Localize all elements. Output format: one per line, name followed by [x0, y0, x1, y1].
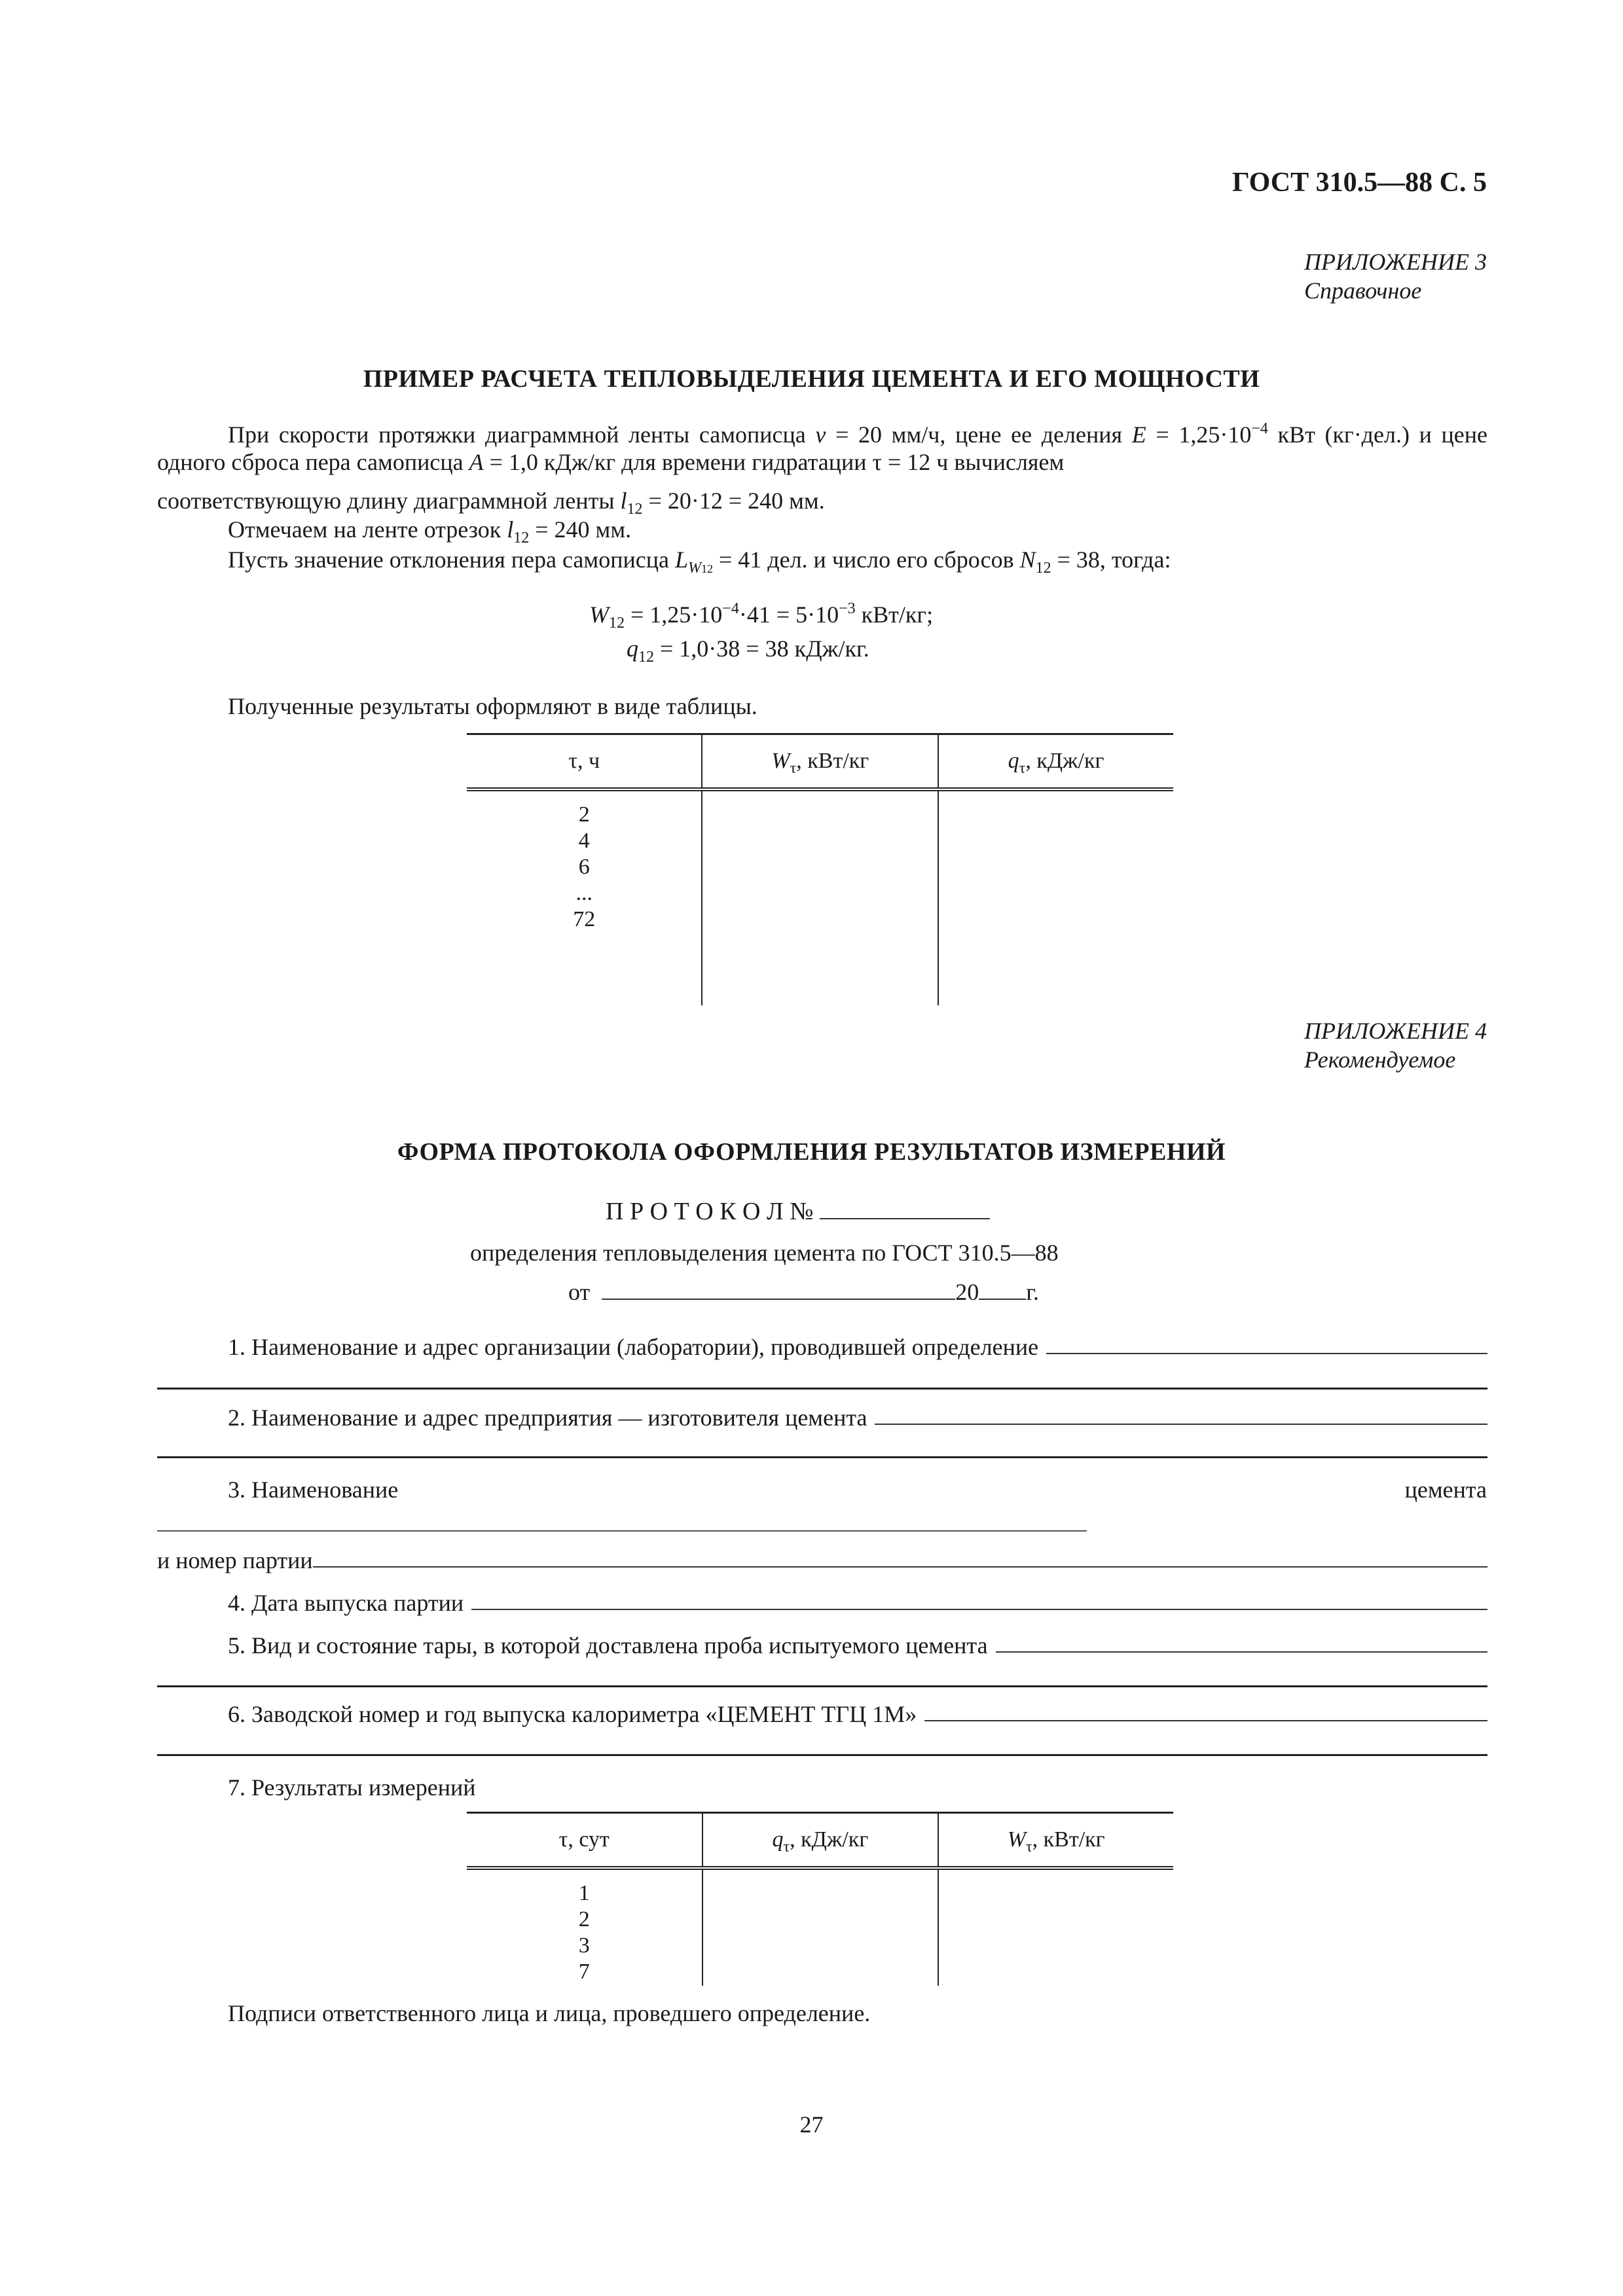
document-header: ГОСТ 310.5—88 С. 5 [1231, 168, 1487, 198]
appendix3-line4: Отмечаем на ленте отрезок $l_{12} = 240$ мм. [228, 516, 632, 547]
appendix4-title: ФОРМА ПРОТОКОЛА ОФОРМЛЕНИЯ РЕЗУЛЬТАТОВ ИЗМЕРЕНИЙ [397, 1138, 1226, 1166]
table-cell: 7 [578, 1960, 590, 1984]
table-cell: 1 [578, 1881, 590, 1905]
divider [157, 1456, 1487, 1458]
w-values-empty [702, 789, 938, 1005]
item-4: 4. Дата выпуска партии [228, 1589, 1487, 1617]
item-1-field[interactable] [1046, 1333, 1487, 1354]
year-field[interactable] [979, 1279, 1026, 1300]
appendix3-kind: Справочное [1304, 278, 1422, 304]
divider [157, 1685, 1487, 1687]
table-cell: 6 [578, 855, 590, 879]
q-values-empty [702, 1868, 939, 1986]
appendix3-label-block [1304, 247, 1487, 305]
signatures-note: Подписи ответственного лица и лица, проведшего определение. [228, 2000, 871, 2026]
date-field[interactable] [602, 1279, 955, 1300]
protocol-heading: П Р О Т О К О Л № [606, 1198, 990, 1225]
item-6: 6. Заводской номер и год выпуска калориметра «ЦЕМЕНТ ТГЦ 1М» [228, 1700, 1487, 1728]
appendix4-label: ПРИЛОЖЕНИЕ 4 [1304, 1018, 1487, 1044]
table-cell: 2 [578, 1907, 590, 1931]
item-2: 2. Наименование и адрес предприятия — изготовителя цемента [228, 1404, 1487, 1431]
w-values-empty [938, 1868, 1173, 1986]
divider [157, 1754, 1487, 1756]
item-5-field[interactable] [996, 1632, 1487, 1653]
appendix3-line5: Пусть значение отклонения пера самописца $L_{W12} = 41$ дел. и число его сбросов $N_{12} = 38$, тогда: [228, 547, 1171, 577]
table-cell: 4 [578, 829, 590, 853]
table-cell: ... [575, 881, 593, 905]
table-cell: 3 [578, 1933, 590, 1958]
item-6-field[interactable] [924, 1700, 1487, 1721]
appendix4-kind: Рекомендуемое [1304, 1047, 1456, 1073]
q-values-empty [938, 789, 1173, 1005]
item-3-label: 3. Наименование [228, 1477, 399, 1503]
results-table-hours [467, 733, 1173, 1005]
appendix3-paragraph: При скорости протяжки диаграммной ленты самописца v = 20 мм/ч, цене ее деления $E = 1,25\cdot 10^{-4}$ кВт (кг·дел.) и цене одного сброса пера самописца A = 1,0 кДж/кг для времени гидратации τ = 12 ч вычисляем [157, 420, 1487, 475]
item-3-suffix: цемента [1404, 1477, 1487, 1503]
equation-q12: $q_{12} = 1,0\cdot 38 = 38$ кДж/кг. [627, 636, 869, 666]
col-tau-days: τ, сут [467, 1813, 702, 1869]
results-note: Полученные результаты оформляют в виде таблицы. [228, 693, 757, 719]
appendix4-label-block [1304, 1016, 1487, 1074]
item-5: 5. Вид и состояние тары, в которой доставлена проба испытуемого цемента [228, 1632, 1487, 1659]
item-3-batch: и номер партии [157, 1547, 1487, 1574]
tau-values [467, 789, 702, 1005]
item-3-field[interactable] [157, 1530, 1087, 1532]
item-2-field[interactable] [875, 1404, 1487, 1425]
col-tau-hours: τ, ч [467, 734, 702, 790]
appendix3-label: ПРИЛОЖЕНИЕ 3 [1304, 249, 1487, 275]
appendix3-title: ПРИМЕР РАСЧЕТА ТЕПЛОВЫДЕЛЕНИЯ ЦЕМЕНТА И ЕГО МОЩНОСТИ [363, 365, 1260, 393]
protocol-date: от 20 г. [568, 1279, 1039, 1305]
results-table-days [467, 1812, 1173, 1986]
col-w-tau: $W_\tau$, кВт/кг [938, 1813, 1173, 1869]
appendix3-line3: соответствующую длину диаграммной ленты $l_{12} = 20\cdot 12 = 240$ мм. [157, 488, 825, 518]
col-q-tau: $q_\tau$, кДж/кг [938, 734, 1173, 790]
page-number: 27 [799, 2111, 824, 2138]
divider [157, 1388, 1487, 1390]
table-cell: 2 [578, 802, 590, 827]
item-7: 7. Результаты измерений [228, 1774, 476, 1801]
protocol-subtitle: определения тепловыделения цемента по ГОСТ 310.5—88 [470, 1240, 1059, 1266]
col-q-tau: $q_\tau$, кДж/кг [702, 1813, 939, 1869]
table-cell: 72 [573, 907, 596, 931]
tau-day-values [467, 1868, 702, 1986]
col-w-tau: $W_\tau$, кВт/кг [702, 734, 938, 790]
batch-number-field[interactable] [313, 1547, 1487, 1568]
item-1: 1. Наименование и адрес организации (лаборатории), проводившей определение [228, 1333, 1487, 1361]
equation-w12: $W_{12} = 1,25\cdot 10^{-4}\cdot 41 = 5\cdot 10^{-3}$ кВт/кг; [589, 600, 934, 632]
protocol-number-field[interactable] [820, 1198, 990, 1219]
item-4-field[interactable] [471, 1589, 1487, 1610]
